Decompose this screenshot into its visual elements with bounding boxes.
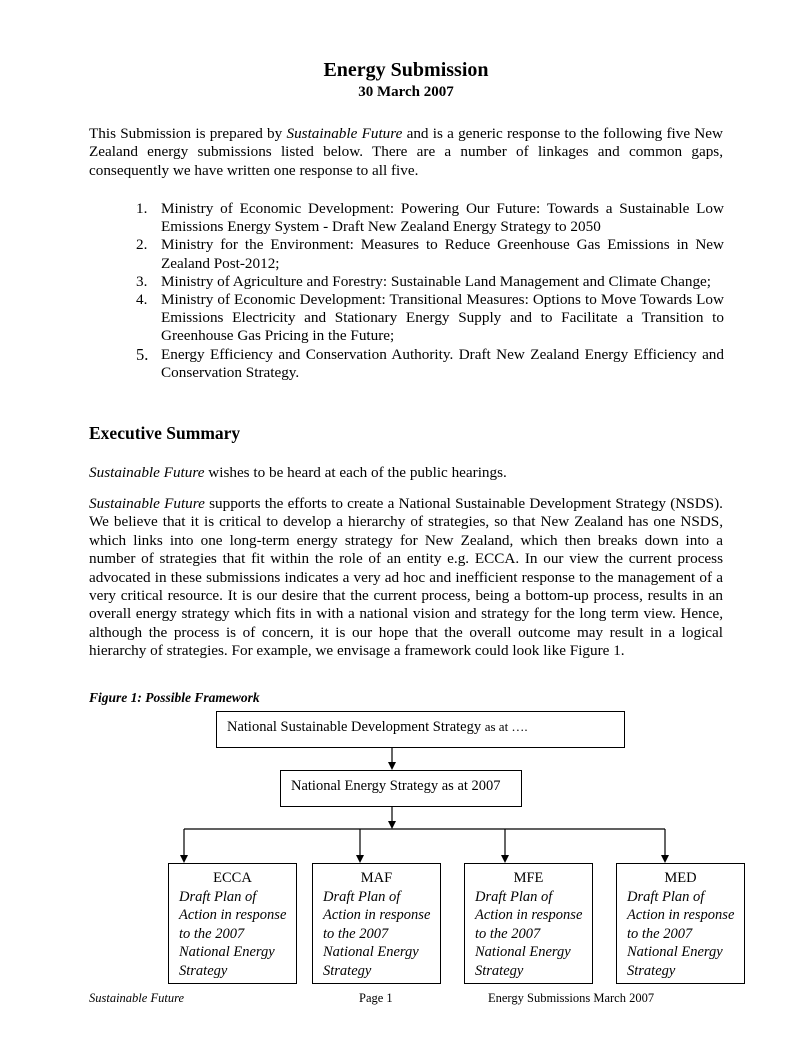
agency-box-mfe	[464, 863, 593, 984]
agency-name: MED	[664, 870, 697, 886]
agency-description: Draft Plan of Action in response to the 2007 National Energy Strategy	[179, 888, 287, 979]
agency-name: MFE	[513, 870, 544, 886]
footer-organization: Sustainable Future	[89, 991, 185, 1005]
nsds-box-suffix: as at ….	[484, 719, 528, 734]
list-item-text: Energy Efficiency and Conservation Authority. Draft New Zealand Energy Efficiency and Conservation Strategy.	[161, 345, 724, 381]
national-energy-strategy-box: National Energy Strategy as at 2007	[280, 770, 522, 807]
hearings-org-name: Sustainable Future	[89, 464, 205, 481]
strategy-text: supports the efforts to create a National Sustainable Development Strategy (NSDS). We believe that it is critical to develop a hierarchy of strategies, so that New Zealand has one NSDS, which links into one long-term energy strategy for New Zealand, which then breaks down into a number of strategies that fit within the role of an entity e.g. ECCA. In our view the current process advocated in these submissions indicates a very ad hoc and inefficient response to the management of a very critical resource. It is our desire that the current process, being a bottom-up process, results in an overall energy strategy which fits in with a national vision and strategy for the long term view. Hence, although the process is of concern, it is our hope that the overall outcome may result in a logical hierarchy of strategies. For example, we envisage a framework could look like Figure 1.	[89, 495, 723, 660]
agency-name: ECCA	[213, 870, 252, 886]
agency-box-maf	[312, 863, 441, 984]
intro-text-start: This Submission is prepared by	[89, 125, 287, 142]
list-item-number: 3.	[136, 272, 148, 290]
list-item-number: 1.	[136, 200, 148, 217]
footer-document-name: Energy Submissions March 2007	[488, 991, 655, 1005]
list-item-number: 5.	[136, 344, 149, 364]
executive-summary-heading: Executive Summary	[89, 423, 241, 443]
agency-name: MAF	[360, 870, 393, 886]
document-title: Energy Submission	[323, 59, 489, 81]
footer-page-number: Page 1	[359, 991, 393, 1005]
list-item-text: Ministry of Economic Development: Transitional Measures: Options to Move Towards Low Emissions Electricity and Stationary Energy Supply and to Facilitate a Transition to Greenhouse Gas Pricing in the Future;	[161, 291, 724, 345]
arrowhead-mfe-icon	[501, 855, 509, 863]
agency-description: Draft Plan of Action in response to the 2007 National Energy Strategy	[475, 888, 583, 979]
list-item-number: 2.	[136, 236, 148, 254]
arrowhead-middle-icon	[388, 762, 396, 770]
arrowhead-maf-icon	[356, 855, 364, 863]
agency-box-med	[616, 863, 745, 984]
agency-description: Draft Plan of Action in response to the 2007 National Energy Strategy	[627, 888, 735, 979]
arrowhead-ecca-icon	[180, 855, 188, 863]
list-item-text: Ministry for the Environment: Measures to Reduce Greenhouse Gas Emissions in New Zealand Post-2012;	[161, 236, 724, 272]
figure-caption: Figure 1: Possible Framework	[89, 690, 260, 705]
list-item-text: Ministry of Economic Development: Powering Our Future: Towards a Sustainable Low Emissions Energy System - Draft New Zealand Energy Strategy to 2050	[161, 200, 724, 236]
arrowhead-bus-icon	[388, 821, 396, 829]
intro-org-name: Sustainable Future	[286, 125, 403, 142]
agency-box-ecca	[168, 863, 297, 984]
list-item-text: Ministry of Agriculture and Forestry: Sustainable Land Management and Climate Change;	[161, 272, 712, 290]
hearings-text: wishes to be heard at each of the public hearings.	[204, 464, 507, 481]
strategy-org-name: Sustainable Future	[89, 495, 205, 512]
intro-text-rest: and is a generic response to the following five New Zealand energy submissions listed below. There are a number of linkages and common gaps, consequently we have written one response to all five.	[89, 125, 723, 179]
nsds-box	[216, 711, 625, 748]
agency-description: Draft Plan of Action in response to the 2007 National Energy Strategy	[323, 888, 431, 979]
list-item-number: 4.	[136, 291, 148, 309]
arrowhead-med-icon	[661, 855, 669, 863]
document-date: 30 March 2007	[358, 84, 454, 100]
nsds-box-label: National Sustainable Development Strategy	[227, 719, 485, 735]
